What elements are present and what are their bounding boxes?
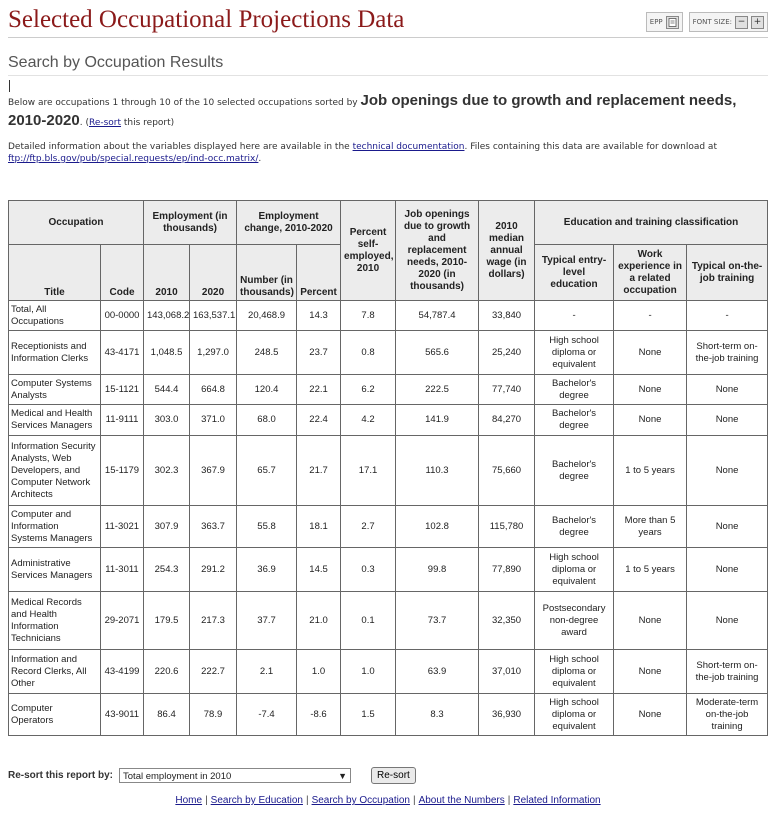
table-row (9, 694, 768, 736)
header-change-number: Number (in thousands) (237, 245, 297, 301)
detail-note (8, 141, 768, 165)
header-change-percent: Percent (297, 245, 341, 301)
cell-median-wage: 33,840 (479, 301, 535, 331)
cell-work-experience: None (614, 405, 687, 436)
cell-job-openings: 63.9 (396, 650, 479, 694)
cell-title: Receptionists and Information Clerks (9, 331, 101, 375)
cell-title: Computer and Information Systems Managers (9, 506, 101, 548)
epp-label: EPP (649, 18, 663, 26)
cell-training: None (687, 405, 768, 436)
cell-code: 29-2071 (101, 592, 144, 650)
cell-job-openings: 8.3 (396, 694, 479, 736)
header-2010: 2010 (144, 245, 190, 301)
header-job-openings: Job openings due to growth and replacement needs, 2010-2020 (in thousands) (396, 201, 479, 301)
detail-prefix: Detailed information about the variables displayed here are available in the (8, 142, 353, 152)
cell-change-number: 55.8 (237, 506, 297, 548)
cell-median-wage: 115,780 (479, 506, 535, 548)
resort-selected-value: Total employment in 2010 (123, 771, 232, 782)
cell-2010: 302.3 (144, 436, 190, 506)
cell-change-percent: 21.0 (297, 592, 341, 650)
cell-training: Short-term on-the-job training (687, 650, 768, 694)
cell-training: None (687, 436, 768, 506)
cell-training: None (687, 375, 768, 405)
cell-training: None (687, 592, 768, 650)
font-size-control (689, 12, 768, 32)
cell-education: High school diploma or equivalent (535, 548, 614, 592)
cell-job-openings: 141.9 (396, 405, 479, 436)
cell-change-number: 248.5 (237, 331, 297, 375)
detail-end: . (258, 154, 262, 164)
cell-2010: 220.6 (144, 650, 190, 694)
table-row (9, 592, 768, 650)
cell-education: - (535, 301, 614, 331)
footer-separator: | (507, 795, 511, 806)
cell-work-experience: More than 5 years (614, 506, 687, 548)
cell-median-wage: 37,010 (479, 650, 535, 694)
cell-code: 43-4171 (101, 331, 144, 375)
cell-training: Short-term on-the-job training (687, 331, 768, 375)
cell-education: Bachelor's degree (535, 375, 614, 405)
cell-code: 15-1179 (101, 436, 144, 506)
ftp-download-link[interactable]: ftp://ftp.bls.gov/pub/special.requests/ep/ind-occ.matrix/ (8, 154, 259, 164)
cell-change-number: 36.9 (237, 548, 297, 592)
cell-2020: 371.0 (190, 405, 237, 436)
table-row (9, 375, 768, 405)
cell-education: Bachelor's degree (535, 436, 614, 506)
chevron-down-icon: ▼ (338, 771, 348, 781)
resort-form (8, 767, 416, 784)
cell-change-percent: 14.5 (297, 548, 341, 592)
cell-training: None (687, 506, 768, 548)
footer-separator: | (412, 795, 416, 806)
subtitle-divider (8, 75, 768, 76)
footer-link-search-occupation[interactable]: Search by Occupation (311, 795, 410, 806)
cell-change-percent: 1.0 (297, 650, 341, 694)
table-row (9, 506, 768, 548)
cell-training: None (687, 548, 768, 592)
cell-work-experience: None (614, 592, 687, 650)
cell-2020: 1,297.0 (190, 331, 237, 375)
cell-work-experience: 1 to 5 years (614, 548, 687, 592)
cell-self-employed: 0.1 (341, 592, 396, 650)
cell-self-employed: 2.7 (341, 506, 396, 548)
cell-code: 43-4199 (101, 650, 144, 694)
cell-median-wage: 84,270 (479, 405, 535, 436)
cell-job-openings: 99.8 (396, 548, 479, 592)
cell-title: Administrative Services Managers (9, 548, 101, 592)
text-cursor (9, 80, 10, 92)
footer-nav (0, 795, 776, 806)
cell-2010: 1,048.5 (144, 331, 190, 375)
footer-link-about-numbers[interactable]: About the Numbers (418, 795, 505, 806)
cell-change-number: 120.4 (237, 375, 297, 405)
cell-2010: 179.5 (144, 592, 190, 650)
cell-code: 43-9011 (101, 694, 144, 736)
cell-job-openings: 73.7 (396, 592, 479, 650)
cell-education: High school diploma or equivalent (535, 331, 614, 375)
header-occupation: Occupation (9, 201, 144, 245)
cell-2010: 303.0 (144, 405, 190, 436)
header-work-experience: Work experience in a related occupation (614, 245, 687, 301)
summary-suffix: this report) (121, 118, 175, 128)
cell-job-openings: 565.6 (396, 331, 479, 375)
header-employment: Employment (in thousands) (144, 201, 237, 245)
page-title: Selected Occupational Projections Data (8, 6, 405, 33)
page-tools (646, 12, 768, 32)
cell-change-percent: 21.7 (297, 436, 341, 506)
cell-2010: 143,068.2 (144, 301, 190, 331)
cell-change-percent: 23.7 (297, 331, 341, 375)
cell-work-experience: None (614, 331, 687, 375)
cell-education: Bachelor's degree (535, 506, 614, 548)
cell-median-wage: 36,930 (479, 694, 535, 736)
cell-change-percent: 14.3 (297, 301, 341, 331)
header-typical-education: Typical entry-level education (535, 245, 614, 301)
cell-change-percent: 18.1 (297, 506, 341, 548)
cell-title: Information Security Analysts, Web Developers, and Computer Network Architects (9, 436, 101, 506)
cell-2020: 222.7 (190, 650, 237, 694)
cell-median-wage: 77,740 (479, 375, 535, 405)
header-on-the-job-training: Typical on-the-job training (687, 245, 768, 301)
cell-work-experience: None (614, 375, 687, 405)
cell-change-number: 68.0 (237, 405, 297, 436)
font-increase-icon[interactable]: + (751, 16, 764, 29)
cell-work-experience: - (614, 301, 687, 331)
cell-change-number: -7.4 (237, 694, 297, 736)
cell-2010: 544.4 (144, 375, 190, 405)
summary-after-key: . ( (79, 118, 89, 128)
font-decrease-icon[interactable]: − (735, 16, 748, 29)
header-median-wage: 2010 median annual wage (in dollars) (479, 201, 535, 301)
cell-self-employed: 0.8 (341, 331, 396, 375)
cell-code: 15-1121 (101, 375, 144, 405)
cell-2020: 163,537.1 (190, 301, 237, 331)
cell-training: Moderate-term on-the-job training (687, 694, 768, 736)
cell-2010: 86.4 (144, 694, 190, 736)
cell-education: Bachelor's degree (535, 405, 614, 436)
cell-training: - (687, 301, 768, 331)
cell-work-experience: None (614, 694, 687, 736)
table-row (9, 405, 768, 436)
resort-select[interactable] (119, 768, 351, 783)
cell-title: Computer Systems Analysts (9, 375, 101, 405)
cell-title: Total, All Occupations (9, 301, 101, 331)
header-employment-change: Employment change, 2010-2020 (237, 201, 341, 245)
cell-self-employed: 0.3 (341, 548, 396, 592)
footer-separator: | (205, 795, 208, 806)
cell-job-openings: 54,787.4 (396, 301, 479, 331)
summary-prefix: Below are occupations 1 through 10 of the 10 selected occupations sorted by (8, 98, 361, 108)
footer-link-search-education[interactable]: Search by Education (210, 795, 303, 806)
table-row (9, 548, 768, 592)
header-education-training: Education and training classification (535, 201, 768, 245)
occupations-table (8, 200, 768, 736)
cell-self-employed: 6.2 (341, 375, 396, 405)
cell-code: 11-3021 (101, 506, 144, 548)
header-self-employed: Percent self-employed, 2010 (341, 201, 396, 301)
cell-job-openings: 102.8 (396, 506, 479, 548)
table-row (9, 301, 768, 331)
table-row (9, 331, 768, 375)
detail-middle: . Files containing this data are available for download at (464, 142, 717, 152)
cell-self-employed: 1.0 (341, 650, 396, 694)
footer-link-home[interactable]: Home (175, 795, 203, 806)
results-summary (8, 92, 768, 132)
cell-change-percent: 22.1 (297, 375, 341, 405)
cell-education: High school diploma or equivalent (535, 694, 614, 736)
cell-2020: 291.2 (190, 548, 237, 592)
cell-change-number: 20,468.9 (237, 301, 297, 331)
resort-link[interactable]: Re-sort (88, 118, 122, 128)
footer-link-related-information[interactable]: Related Information (513, 795, 601, 806)
technical-documentation-link[interactable]: technical documentation (352, 142, 465, 152)
font-size-label: FONT SIZE: (692, 18, 732, 26)
cell-2010: 307.9 (144, 506, 190, 548)
footer-separator: | (305, 795, 309, 806)
cell-median-wage: 75,660 (479, 436, 535, 506)
sort-key: Job openings due to growth and replacement needs, 2010-2020 (8, 92, 737, 129)
table-row (9, 436, 768, 506)
cell-change-number: 65.7 (237, 436, 297, 506)
cell-change-percent: 22.4 (297, 405, 341, 436)
header-code: Code (101, 245, 144, 301)
cell-code: 00-0000 (101, 301, 144, 331)
header-2020: 2020 (190, 245, 237, 301)
cell-self-employed: 7.8 (341, 301, 396, 331)
cell-title: Medical Records and Health Information Technicians (9, 592, 101, 650)
cell-self-employed: 1.5 (341, 694, 396, 736)
resort-label: Re-sort this report by: (8, 770, 114, 781)
cell-median-wage: 32,350 (479, 592, 535, 650)
cell-2010: 254.3 (144, 548, 190, 592)
header-title: Title (9, 245, 101, 301)
cell-title: Medical and Health Services Managers (9, 405, 101, 436)
cell-code: 11-9111 (101, 405, 144, 436)
results-heading: Search by Occupation Results (8, 54, 224, 71)
cell-title: Information and Record Clerks, All Other (9, 650, 101, 694)
title-divider (8, 37, 768, 38)
cell-work-experience: None (614, 650, 687, 694)
epp-button[interactable] (646, 12, 683, 32)
cell-work-experience: 1 to 5 years (614, 436, 687, 506)
cell-2020: 78.9 (190, 694, 237, 736)
cell-median-wage: 77,890 (479, 548, 535, 592)
cell-2020: 217.3 (190, 592, 237, 650)
cell-title: Computer Operators (9, 694, 101, 736)
cell-change-percent: -8.6 (297, 694, 341, 736)
cell-change-number: 2.1 (237, 650, 297, 694)
cell-2020: 363.7 (190, 506, 237, 548)
resort-button[interactable]: Re-sort (371, 767, 416, 784)
cell-median-wage: 25,240 (479, 331, 535, 375)
cell-job-openings: 222.5 (396, 375, 479, 405)
cell-job-openings: 110.3 (396, 436, 479, 506)
cell-2020: 367.9 (190, 436, 237, 506)
cell-self-employed: 17.1 (341, 436, 396, 506)
cell-self-employed: 4.2 (341, 405, 396, 436)
document-icon (666, 16, 679, 29)
cell-change-number: 37.7 (237, 592, 297, 650)
cell-2020: 664.8 (190, 375, 237, 405)
table-row (9, 650, 768, 694)
cell-code: 11-3011 (101, 548, 144, 592)
cell-education: Postsecondary non-degree award (535, 592, 614, 650)
cell-education: High school diploma or equivalent (535, 650, 614, 694)
